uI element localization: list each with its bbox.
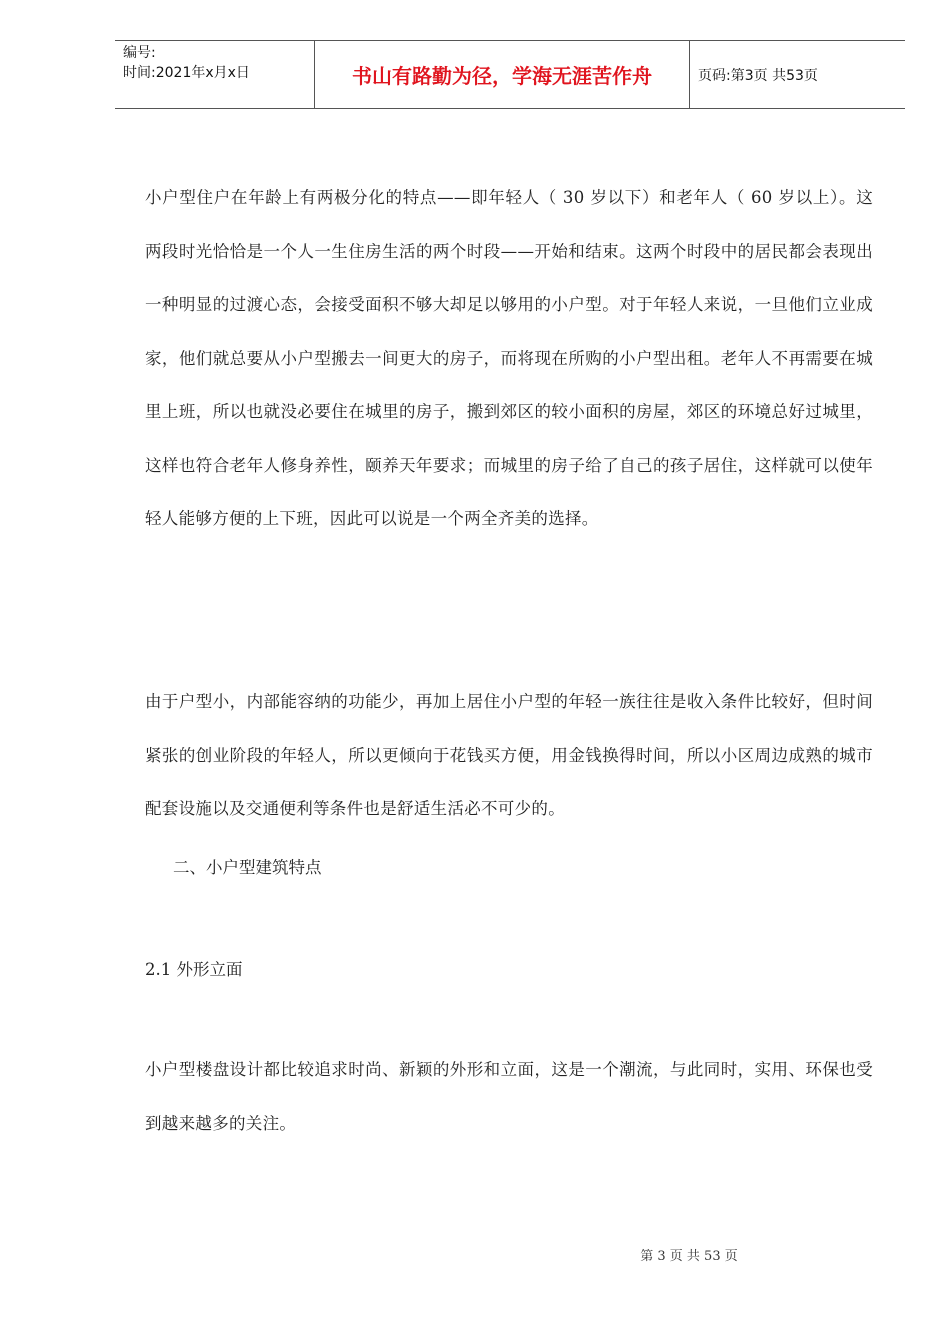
header-page-number: 页码:第3页 共53页 [698,67,818,84]
page-header [115,40,905,109]
body-paragraph: 小户型住户在年龄上有两极分化的特点——即年轻人（ 30 岁以下）和老年人（ 60 岁以上）。这两段时光恰恰是一个人一生住房生活的两个时段——开始和结束。这两个时段中的居民都会表现出一种明显的过渡心态，会接受面积不够大却足以够用的小户型。对于年轻人来说，一旦他们立业成家，他们就总要从小户型搬去一间更大的房子，而将现在所购的小户型出租。老年人不再需要在城里上班，所以也就没必要住在城里的房子，搬到郊区的较小面积的房屋，郊区的环境总好过城里，这样也符合老年人修身养性，颐养天年要求；而城里的房子给了自己的孩子居住，这样就可以使年轻人能够方便的上下班，因此可以说是一个两全齐美的选择。 [145,188,873,528]
section-heading: 二、小户型建筑特点 [173,858,322,877]
body-paragraph: 由于户型小，内部能容纳的功能少，再加上居住小户型的年轻一族往往是收入条件比较好，但时间紧张的创业阶段的年轻人，所以更倾向于花钱买方便，用金钱换得时间，所以小区周边成熟的城市配套设施以及交通便利等条件也是舒适生活必不可少的。 [145,692,873,818]
header-motto: 书山有路勤为径，学海无涯苦作舟 [315,41,690,108]
header-meta [115,41,315,108]
document-date: 时间:2021年x月x日 [123,65,250,81]
footer-page-number: 第 3 页 共 53 页 [640,1249,738,1264]
document-number-label: 编号: [123,45,156,61]
page-footer [0,1245,950,1264]
subsection-heading: 2.1 外形立面 [145,960,243,979]
body-paragraph: 小户型楼盘设计都比较追求时尚、新颖的外形和立面，这是一个潮流，与此同时，实用、环保也受到越来越多的关注。 [145,1060,873,1133]
